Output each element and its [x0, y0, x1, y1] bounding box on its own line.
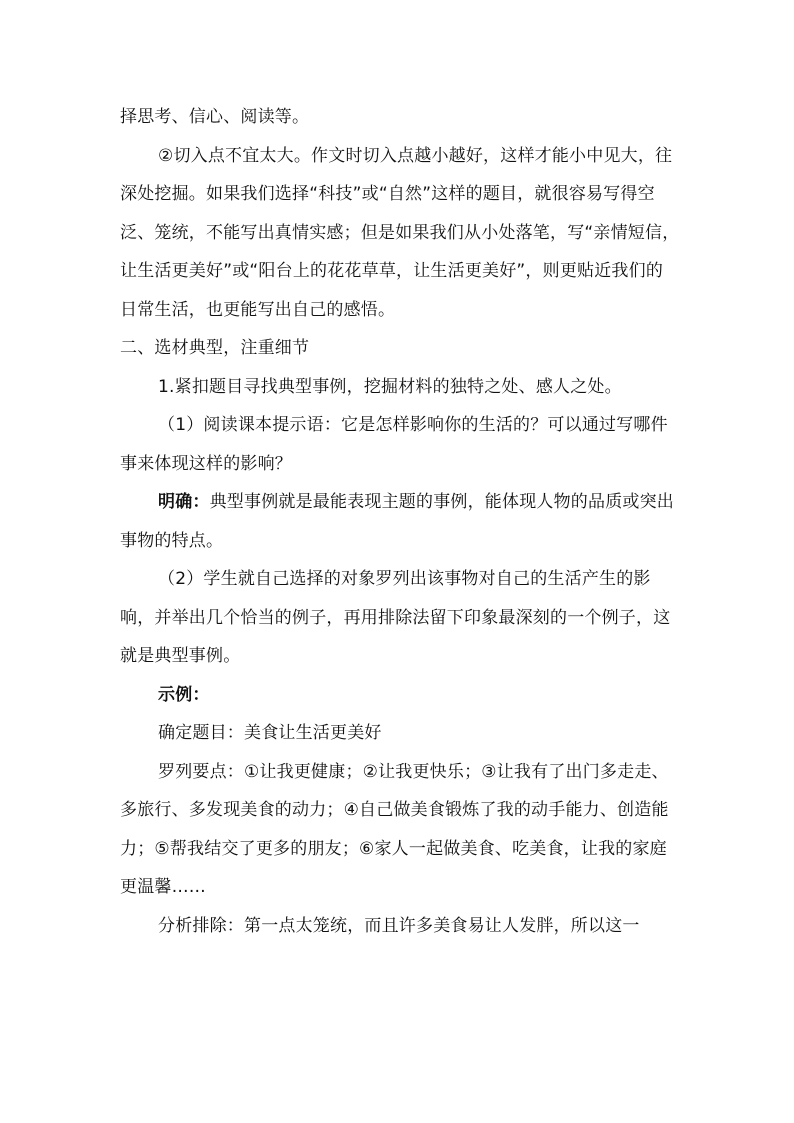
paragraph-example-heading [120, 676, 680, 715]
paragraph-text: 1.紧扣题目寻找典型事例，挖掘材料的独特之处、感人之处。 [158, 376, 622, 397]
bold-label: 明确： [158, 492, 210, 512]
paragraph-item-2 [120, 560, 680, 676]
paragraph-text: 分析排除：第一点太笼统，而且许多美食易让人发胖，所以这一 [158, 915, 640, 936]
paragraph-text: （2）学生就自己选择的对象罗列出该事物对自己的生活产生的影响，并举出几个恰当的例子，再用排除法留下印象最深刻的一个例子，这就是典型事例。 [120, 569, 671, 666]
paragraph-clarification [120, 483, 680, 560]
paragraph-topic [120, 714, 680, 753]
paragraph-list-points [120, 753, 680, 907]
paragraph-continuation [120, 98, 680, 137]
document-body [120, 98, 680, 945]
bold-label: 示例： [158, 684, 210, 705]
paragraph-text: 罗列要点：①让我更健康；②让我更快乐；③让我有了出门多走走、多旅行、多发现美食的动力；④自己做美食锻炼了我的动手能力、创造能力；⑤帮我结交了更多的朋友；⑥家人一起做美食、吃美食，让我的家庭更温馨…… [120, 761, 669, 897]
paragraph-text: （1）阅读课本提示语：它是怎样影响你的生活的？可以通过写哪件事来体现这样的影响？ [120, 415, 668, 474]
paragraph-text: 典型事例就是最能表现主题的事例，能体现人物的品质或突出事物的特点。 [120, 492, 675, 551]
paragraph-point-1 [120, 368, 680, 407]
paragraph-text: 确定题目：美食让生活更美好 [158, 723, 382, 743]
paragraph-item-1 [120, 406, 680, 483]
paragraph-text: 择思考、信心、阅读等。 [120, 107, 310, 127]
section-heading-2 [120, 329, 680, 368]
paragraph-analysis [120, 907, 680, 946]
paragraph-text: ②切入点不宜太大。作文时切入点越小越好，这样才能小中见大，往深处挖掘。如果我们选择“科技”或“自然”这样的题目，就很容易写得空泛、笼统，不能写出真情实感；但是如果我们从小处落笔，写“亲情短信，让生活更美好”或“阳台上的花花草草，让生活更美好”，则更贴近我们的日常生活，也更能写出自己的感悟。 [120, 145, 680, 320]
paragraph-entry-point [120, 137, 680, 330]
section-heading-text: 二、选材典型，注重细节 [120, 338, 310, 358]
